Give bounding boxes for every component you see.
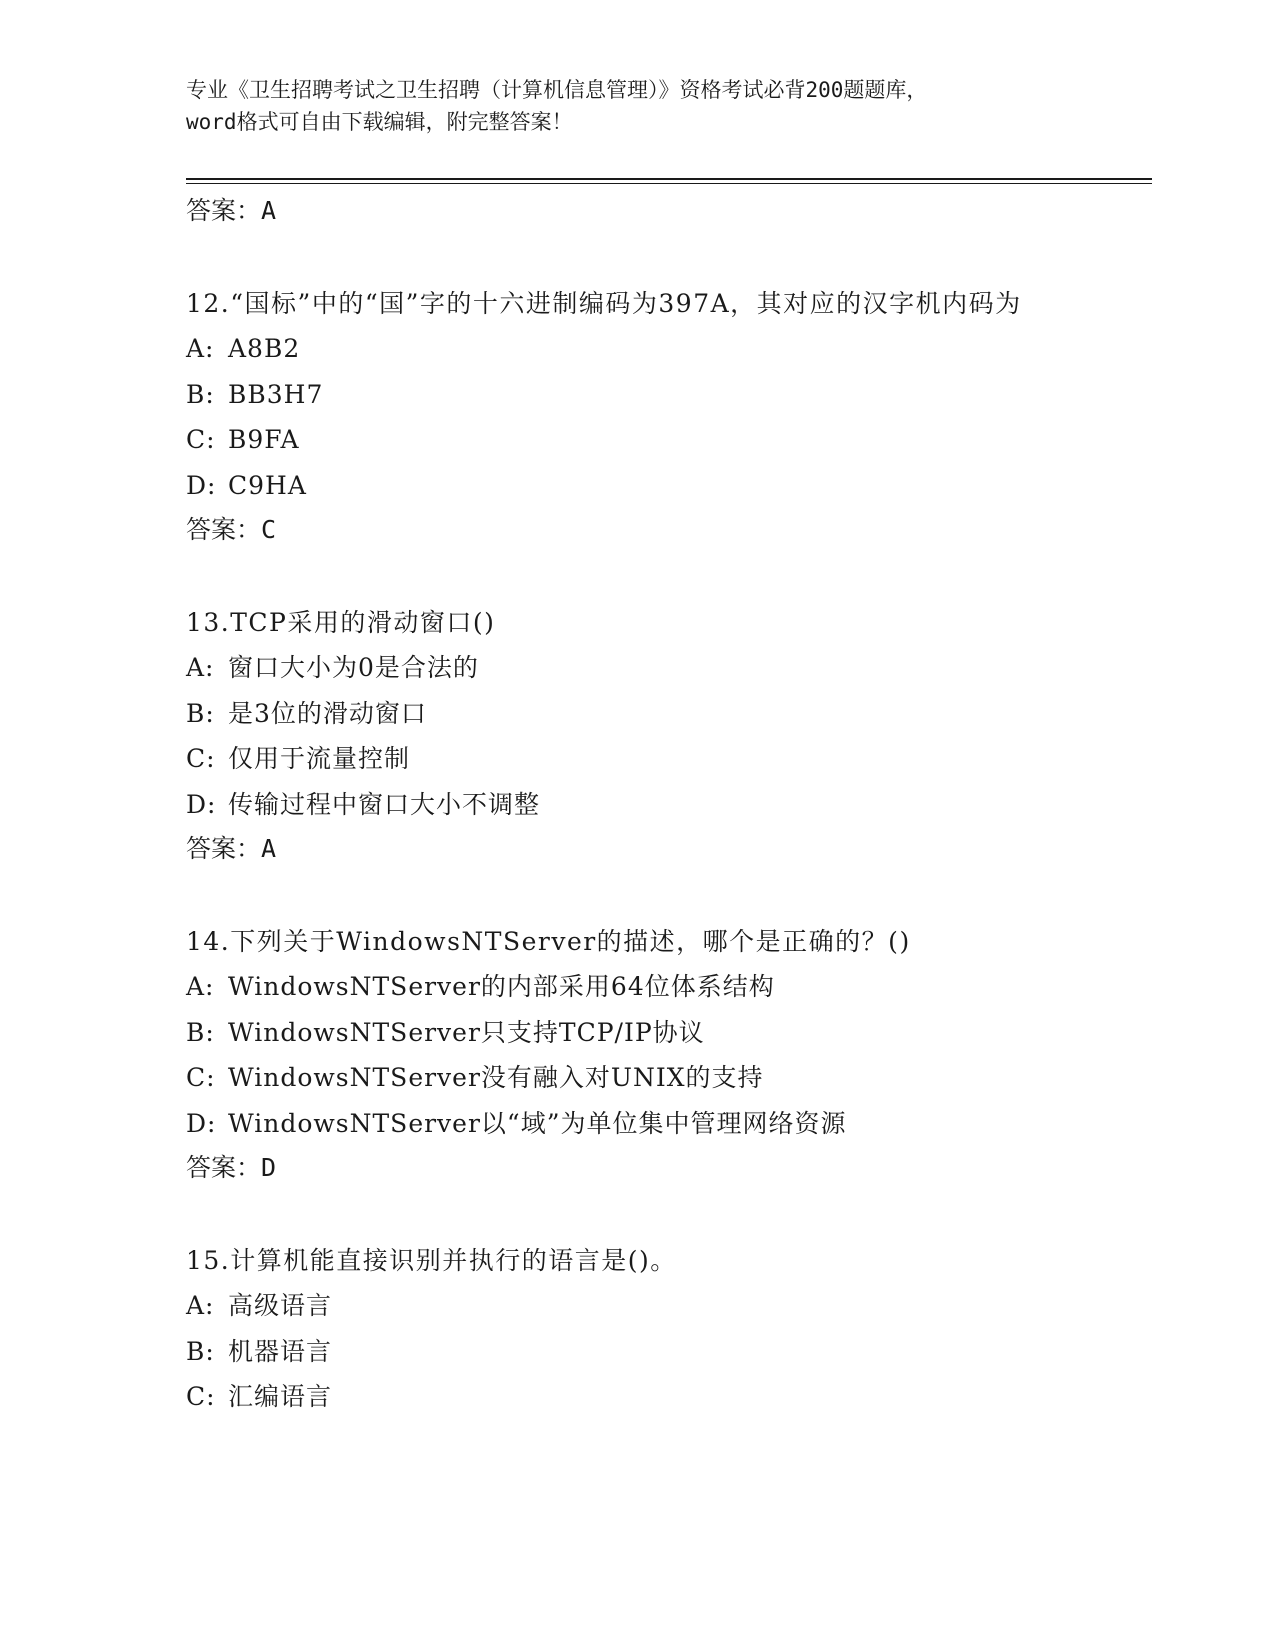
option-text: WindowsNTServer没有融入对UNIX的支持 [228, 1063, 764, 1092]
option-text: WindowsNTServer只支持TCP/IP协议 [228, 1017, 705, 1047]
option-a [186, 326, 1106, 372]
option-letter: A: [186, 653, 215, 682]
question-title: 13.TCP采用的滑动窗口() [186, 608, 496, 637]
option-a [186, 964, 1106, 1010]
header-divider-thin [186, 183, 1152, 184]
question-list [186, 189, 1106, 1420]
option-c [186, 736, 1106, 782]
question-12 [186, 281, 1106, 552]
header-line-2: word格式可自由下载编辑，附完整答案！ [186, 110, 573, 134]
option-letter: D: [186, 1108, 217, 1138]
option-letter: D: [186, 789, 217, 819]
option-text: B9FA [228, 425, 300, 454]
option-letter: B: [186, 698, 215, 728]
header-line-1: 专业《卫生招聘考试之卫生招聘（计算机信息管理）》资格考试必背200题题库， [186, 78, 928, 102]
answer-line: 答案：A [186, 834, 277, 863]
option-b [186, 1010, 1106, 1056]
option-d [186, 782, 1106, 828]
option-text: 高级语言 [228, 1291, 333, 1320]
question-title: 14.下列关于WindowsNTServer的描述，哪个是正确的？() [186, 927, 911, 956]
option-letter: C: [186, 744, 216, 773]
option-letter: B: [186, 1336, 215, 1366]
question-title: 15.计算机能直接识别并执行的语言是()。 [186, 1246, 677, 1275]
previous-answer: 答案：A [186, 196, 277, 225]
option-b [186, 372, 1106, 418]
question-15 [186, 1238, 1106, 1420]
option-text: 汇编语言 [228, 1382, 333, 1411]
option-text: 是3位的滑动窗口 [228, 698, 427, 728]
option-text: 机器语言 [228, 1336, 333, 1366]
option-text: BB3H7 [228, 379, 324, 409]
option-a [186, 1283, 1106, 1329]
option-letter: B: [186, 1017, 215, 1047]
option-b [186, 691, 1106, 737]
option-letter: B: [186, 379, 215, 409]
option-text: A8B2 [228, 334, 301, 363]
question-13 [186, 600, 1106, 871]
option-text: C9HA [228, 470, 307, 500]
option-text: 仅用于流量控制 [228, 744, 411, 773]
option-c [186, 1374, 1106, 1420]
option-c [186, 417, 1106, 463]
option-letter: A: [186, 972, 215, 1001]
answer-line: 答案：D [186, 1153, 277, 1182]
option-a [186, 645, 1106, 691]
option-letter: C: [186, 1063, 216, 1092]
option-letter: C: [186, 1382, 216, 1411]
option-letter: A: [186, 334, 215, 363]
answer-line: 答案：C [186, 515, 277, 544]
option-c [186, 1055, 1106, 1101]
option-d [186, 463, 1106, 509]
option-b [186, 1329, 1106, 1375]
option-letter: C: [186, 425, 216, 454]
header-divider-thick [186, 178, 1152, 180]
option-text: WindowsNTServer的内部采用64位体系结构 [228, 972, 775, 1001]
question-title: 12.“国标”中的“国”字的十六进制编码为397A，其对应的汉字机内码为 [186, 289, 1022, 318]
document-header [186, 74, 1086, 138]
option-letter: A: [186, 1291, 215, 1320]
option-d [186, 1101, 1106, 1147]
option-text: 窗口大小为0是合法的 [228, 653, 479, 682]
option-text: WindowsNTServer以“域”为单位集中管理网络资源 [228, 1108, 847, 1138]
option-text: 传输过程中窗口大小不调整 [228, 789, 541, 819]
question-14 [186, 919, 1106, 1190]
option-letter: D: [186, 470, 217, 500]
